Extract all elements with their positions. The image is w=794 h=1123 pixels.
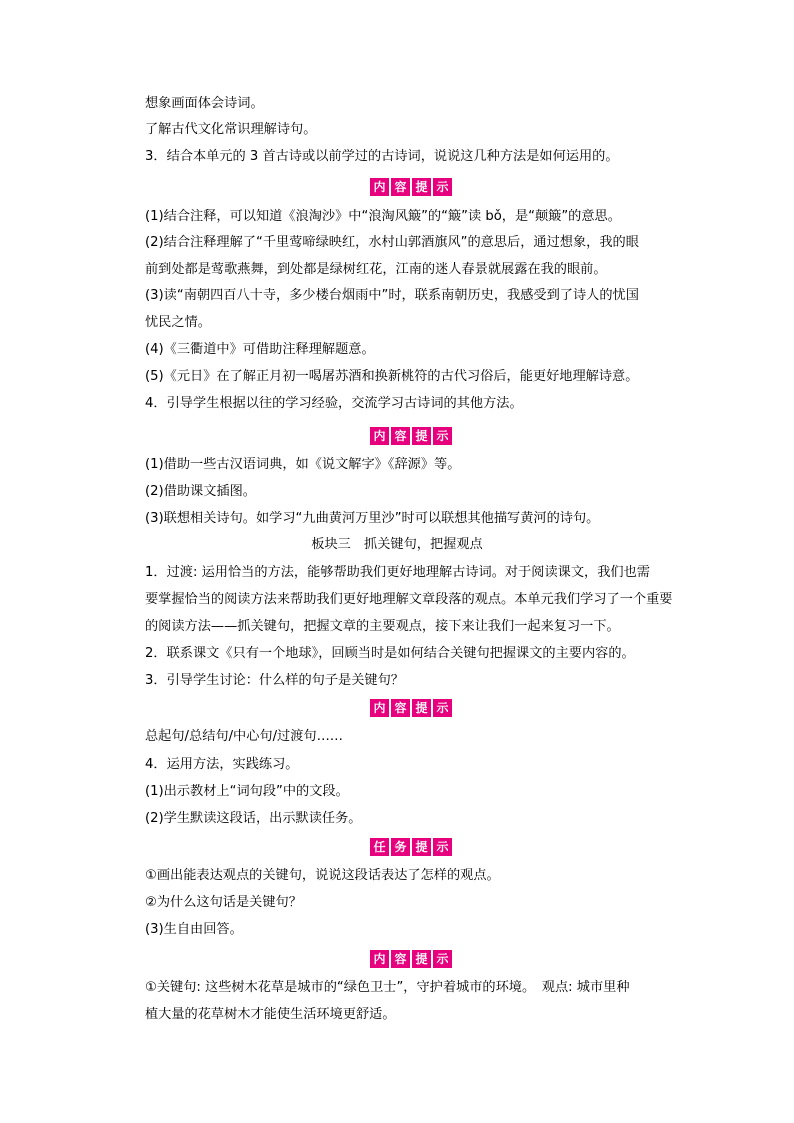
tag-char: 示 [433,178,452,196]
tag-char: 内 [370,699,389,717]
text-line: 2．联系课文《只有一个地球》，回顾当时是如何结合关键句把握课文的主要内容的。 [145,646,635,661]
tag-char: 提 [412,427,431,445]
tag-char: 容 [391,699,410,717]
text-line: 3．结合本单元的 3 首古诗或以前学过的古诗词，说说这几种方法是如何运用的。 [145,149,619,164]
text-line: (2)学生默读这段话，出示默读任务。 [145,811,362,826]
tag-char: 务 [391,838,410,856]
tag-char: 内 [370,178,389,196]
text-line: (3)读“南朝四百八十寺，多少楼台烟雨中”时，联系南朝历史，我感受到了诗人的忧国 [145,288,639,303]
text-line: 忧民之情。 [145,315,211,330]
task-hint-tag [370,838,452,856]
text-line: (1)出示教材上“词句段”中的文段。 [145,784,349,799]
text-line: (2)借助课文插图。 [145,484,256,499]
text-line: 要掌握恰当的阅读方法来帮助我们更好地理解文章段落的观点。本单元我们学习了一个重要 [145,592,673,607]
text-line: ①关键句: 这些树木花草是城市的“绿色卫士”，守护着城市的环境。 观点: 城市里种 [145,980,630,995]
tag-char: 容 [391,427,410,445]
text-line: 了解古代文化常识理解诗句。 [145,122,317,137]
text-line: (1)结合注释，可以知道《浪淘沙》中“浪淘风簸”的“簸”读 bǒ，是“颠簸”的意思。 [145,209,621,224]
text-line: (3)联想相关诗句。如学习“九曲黄河万里沙”时可以联想其他描写黄河的诗句。 [145,511,600,526]
text-line: 植大量的花草树木才能使生活环境更舒适。 [145,1007,396,1022]
tag-char: 提 [412,699,431,717]
text-line: (5)《元日》在了解正月初一喝屠苏酒和换新桃符的古代习俗后，能更好地理解诗意。 [145,369,639,384]
text-line: 4．引导学生根据以往的学习经验，交流学习古诗词的其他方法。 [145,396,523,411]
text-line: (2)结合注释理解了“千里莺啼绿映红，水村山郭酒旗风”的意思后，通过想象，我的眼 [145,235,639,250]
tag-char: 示 [433,427,452,445]
content-hint-tag [370,427,452,445]
text-line: ②为什么这句话是关键句？ [145,895,302,910]
tag-char: 容 [391,178,410,196]
tag-char: 提 [412,178,431,196]
text-line: 4．运用方法，实践练习。 [145,757,299,772]
text-line: ①画出能表达观点的关键句，说说这段话表达了怎样的观点。 [145,868,500,883]
content-hint-tag [370,699,452,717]
tag-char: 提 [412,950,431,968]
content-hint-tag [370,178,452,196]
tag-char: 示 [433,950,452,968]
tag-char: 示 [433,838,452,856]
tag-char: 示 [433,699,452,717]
tag-char: 容 [391,950,410,968]
section-heading: 板块三 抓关键句，把握观点 [311,537,483,552]
text-line: (3)生自由回答。 [145,922,243,937]
text-line: (4)《三衢道中》可借助注释理解题意。 [145,342,375,357]
text-line: 想象画面体会诗词。 [145,96,264,111]
text-line: 3．引导学生讨论：什么样的句子是关键句？ [145,673,404,688]
tag-char: 任 [370,838,389,856]
text-line: 的阅读方法——抓关键句，把握文章的主要观点，接下来让我们一起来复习一下。 [145,619,620,634]
content-hint-tag [370,950,452,968]
tag-char: 内 [370,950,389,968]
tag-char: 内 [370,427,389,445]
text-line: (1)借助一些古汉语词典，如《说文解字》《辞源》等。 [145,457,461,472]
text-line: 总起句/总结句/中心句/过渡句…… [145,729,343,744]
tag-char: 提 [412,838,431,856]
text-line: 1．过渡: 运用恰当的方法，能够帮助我们更好地理解古诗词。对于阅读课文，我们也需 [145,565,650,580]
text-line: 前到处都是莺歌燕舞，到处都是绿树红花，江南的迷人春景就展露在我的眼前。 [145,262,607,277]
